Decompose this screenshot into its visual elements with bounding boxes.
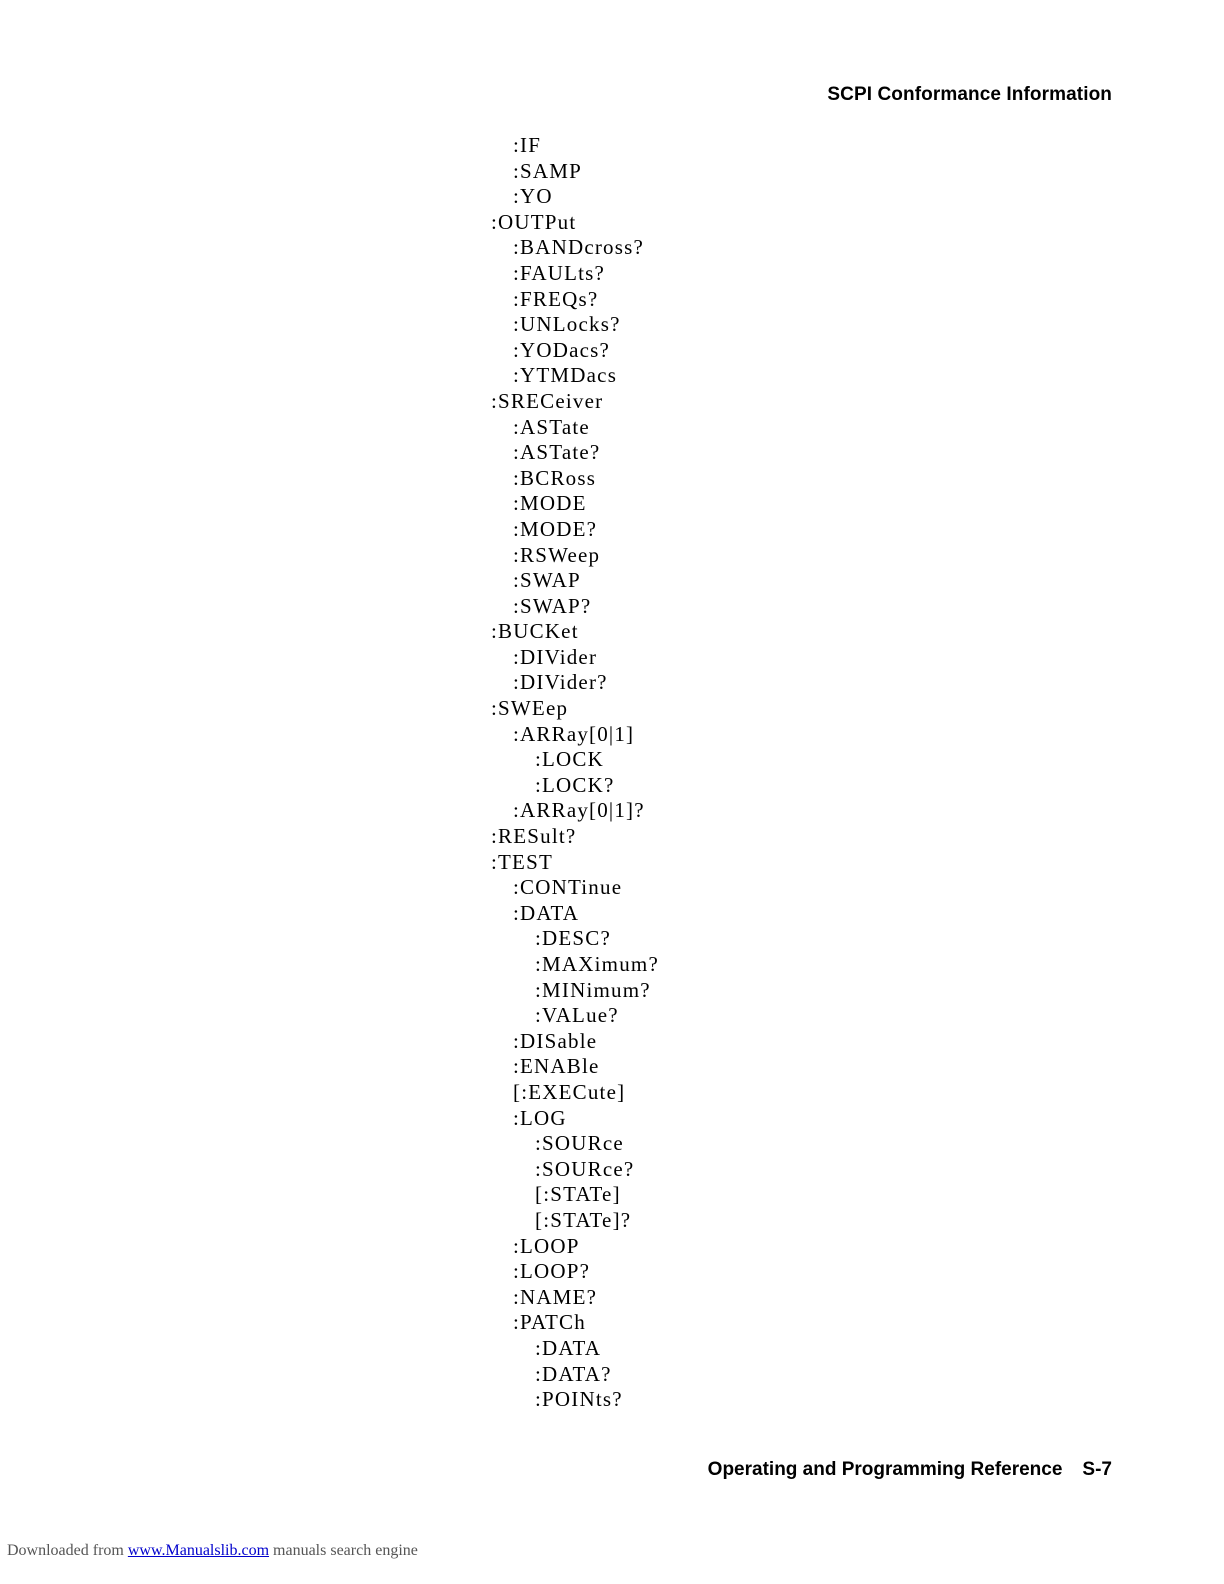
command-item: [:STATe] (535, 1182, 621, 1207)
command-item: :CONTinue (513, 875, 623, 900)
page-number: S-7 (1082, 1459, 1112, 1480)
command-item: :SOURce (535, 1131, 624, 1156)
command-item: :FAULts? (513, 260, 606, 285)
command-item: :ASTate? (513, 440, 601, 465)
command-item: :SRECeiver (491, 388, 604, 413)
command-item: :ARRay[0|1] (513, 721, 635, 746)
command-item: :DISable (513, 1028, 598, 1053)
command-tree (491, 133, 659, 1413)
command-item: :RESult? (491, 824, 577, 849)
command-item: :RSWeep (513, 542, 601, 567)
command-item: :BCRoss (513, 465, 597, 490)
download-prefix: Downloaded from (7, 1542, 124, 1559)
command-item: :ARRay[0|1]? (513, 798, 645, 823)
command-item: :DATA (535, 1335, 602, 1360)
command-item: [:STATe]? (535, 1207, 632, 1232)
command-item: :BUCKet (491, 619, 579, 644)
command-item: :YO (513, 184, 553, 209)
command-item: :OUTPut (491, 209, 577, 234)
command-item: :LOOP? (513, 1259, 591, 1284)
command-item: :POINts? (535, 1387, 623, 1412)
command-item: :ASTate (513, 414, 590, 439)
command-item: :DIVider? (513, 670, 608, 695)
command-item: :ENABle (513, 1054, 600, 1079)
command-item: :DATA (513, 900, 580, 925)
command-item: :DIVider (513, 644, 598, 669)
command-item: :TEST (491, 849, 553, 874)
command-item: :DATA? (535, 1361, 612, 1386)
command-item: :LOG (513, 1105, 567, 1130)
command-item: :MODE? (513, 516, 598, 541)
command-item: :BANDcross? (513, 235, 645, 260)
page-header: SCPI Conformance Information (827, 84, 1112, 105)
command-item: :SWAP? (513, 593, 592, 618)
command-item: :YODacs? (513, 337, 611, 362)
command-item: [:EXECute] (513, 1079, 626, 1104)
manualslib-link[interactable]: www.Manualslib.com (127, 1542, 270, 1559)
command-item: :LOCK (535, 747, 604, 772)
command-item: :SWEep (491, 696, 569, 721)
download-notice (7, 1542, 418, 1560)
command-item: :SAMP (513, 158, 583, 183)
command-item: :YTMDacs (513, 363, 618, 388)
command-item: :LOCK? (535, 772, 615, 797)
command-item: :IF (513, 133, 542, 157)
page-footer (708, 1459, 1112, 1481)
command-item: :DESC? (535, 926, 612, 951)
download-suffix: manuals search engine (273, 1542, 418, 1559)
command-item: :FREQs? (513, 286, 599, 311)
command-item: :SOURce? (535, 1156, 635, 1181)
command-item: :UNLocks? (513, 312, 621, 337)
command-item: :MAXimum? (535, 952, 659, 976)
command-item: :MODE (513, 491, 587, 516)
command-item: :MINimum? (535, 977, 651, 1002)
footer-section-title: Operating and Programming Reference (707, 1459, 1063, 1480)
command-item: :NAME? (513, 1284, 598, 1309)
command-item: :LOOP (513, 1233, 580, 1258)
command-item: :PATCh (513, 1310, 586, 1335)
command-item: :VALue? (535, 1003, 619, 1028)
command-item: :SWAP (513, 568, 581, 593)
